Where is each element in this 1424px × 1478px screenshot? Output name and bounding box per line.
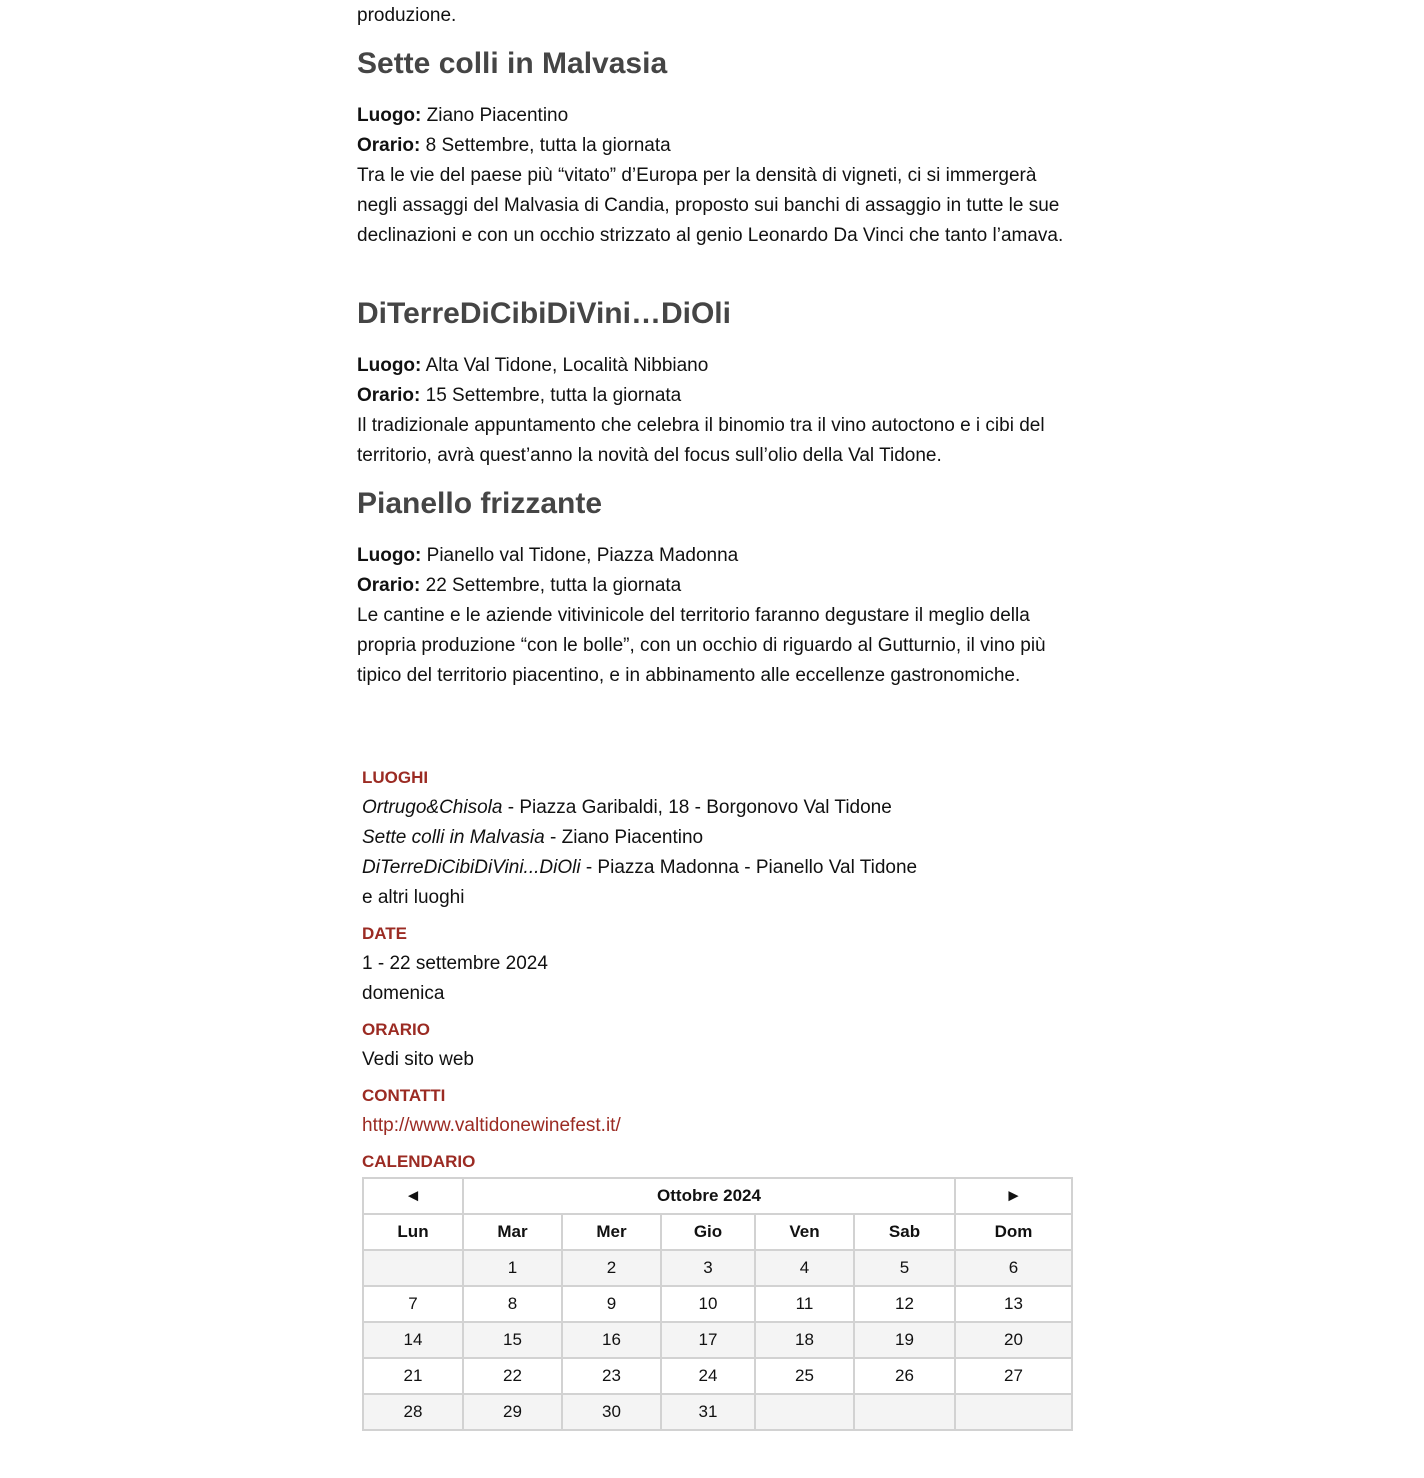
calendar-day[interactable]: 24 [661,1358,755,1394]
calendar-day[interactable]: 6 [955,1250,1072,1286]
calendar-day[interactable]: 4 [755,1250,854,1286]
weekday-header: Mar [463,1214,562,1250]
orario-value: Vedi sito web [362,1049,474,1070]
calendar-day [955,1394,1072,1430]
calendar-month-title: Ottobre 2024 [463,1178,955,1214]
event-description: Le cantine e le aziende vitivinicole del territorio faranno degustare il meglio della propria produzione “con le bolle”, con un occhio di riguardo al Gutturnio, il vino più tipico del territorio piacentino, e in abbinamento alle eccellenze gastronomiche. [357,605,1046,686]
event-luogo: Luogo: Alta Val Tidone, Località Nibbiano [357,355,709,376]
calendar-day[interactable]: 29 [463,1394,562,1430]
calendar-day[interactable]: 7 [363,1286,463,1322]
luogo-item: DiTerreDiCibiDiVini...DiOli - Piazza Madonna - Pianello Val Tidone [362,857,918,878]
calendar-day[interactable]: 15 [463,1322,562,1358]
website-link[interactable]: http://www.valtidonewinefest.it/ [362,1115,621,1136]
calendar-day [755,1394,854,1430]
event-title: DiTerreDiCibiDiVini…DiOli [357,297,731,330]
calendar-day[interactable]: 2 [562,1250,661,1286]
calendar-day[interactable]: 3 [661,1250,755,1286]
calendar-day[interactable]: 18 [755,1322,854,1358]
intro-tail: produzione. [357,5,457,26]
event-luogo: Luogo: Ziano Piacentino [357,105,569,126]
calendar-day [854,1394,955,1430]
luogo-item: Sette colli in Malvasia - Ziano Piacentino [362,827,704,848]
date-range: 1 - 22 settembre 2024 [362,953,548,974]
event-description: Tra le vie del paese più “vitato” d’Europa per la densità di vigneti, ci si immergerà negli assaggi del Malvasia di Candia, proposto sui banchi di assaggio in tutte le sue declinazioni e con un occhio strizzato al genio Leonardo Da Vinci che tanto l’amava. [357,165,1064,246]
calendar-week [363,1394,1072,1430]
calendar-day[interactable]: 9 [562,1286,661,1322]
calendar-week [363,1250,1072,1286]
orario-label: ORARIO [362,1020,430,1039]
date-day: domenica [362,983,445,1004]
weekday-header: Lun [363,1214,463,1250]
event-luogo: Luogo: Pianello val Tidone, Piazza Madonna [357,545,739,566]
luoghi-extra: e altri luoghi [362,887,465,908]
calendar-day[interactable]: 22 [463,1358,562,1394]
calendar-week [363,1322,1072,1358]
calendar-day[interactable]: 1 [463,1250,562,1286]
event-orario: Orario: 15 Settembre, tutta la giornata [357,385,682,406]
calendar-prev-button[interactable]: ◄ [363,1178,463,1214]
calendar [362,1177,1073,1431]
calendar-day[interactable]: 30 [562,1394,661,1430]
calendar-day[interactable]: 8 [463,1286,562,1322]
contatti-value [362,1111,621,1141]
calendar-day[interactable]: 21 [363,1358,463,1394]
calendar-day[interactable]: 25 [755,1358,854,1394]
calendar-day[interactable]: 13 [955,1286,1072,1322]
event-orario: Orario: 8 Settembre, tutta la giornata [357,135,671,156]
calendar-day[interactable]: 17 [661,1322,755,1358]
calendar-day[interactable]: 28 [363,1394,463,1430]
weekday-header: Sab [854,1214,955,1250]
event-description: Il tradizionale appuntamento che celebra il binomio tra il vino autoctono e i cibi del territorio, avrà quest’anno la novità del focus sull’olio della Val Tidone. [357,415,1045,466]
calendar-day[interactable]: 16 [562,1322,661,1358]
calendar-day[interactable]: 27 [955,1358,1072,1394]
calendar-week [363,1358,1072,1394]
event-title: Pianello frizzante [357,487,603,520]
weekday-header: Gio [661,1214,755,1250]
calendar-day[interactable]: 5 [854,1250,955,1286]
calendar-day[interactable]: 10 [661,1286,755,1322]
calendar-day[interactable]: 31 [661,1394,755,1430]
event-orario: Orario: 22 Settembre, tutta la giornata [357,575,682,596]
calendar-day[interactable]: 23 [562,1358,661,1394]
weekday-header: Ven [755,1214,854,1250]
calendario-label: CALENDARIO [362,1152,476,1171]
calendar-day[interactable]: 12 [854,1286,955,1322]
date-label: DATE [362,924,408,943]
calendar-next-button[interactable]: ► [955,1178,1072,1214]
weekday-header: Dom [955,1214,1072,1250]
calendar-day[interactable]: 19 [854,1322,955,1358]
calendar-day[interactable]: 11 [755,1286,854,1322]
calendar-day [363,1250,463,1286]
calendar-week [363,1286,1072,1322]
event-title: Sette colli in Malvasia [357,47,668,80]
calendar-day[interactable]: 14 [363,1322,463,1358]
luoghi-label: LUOGHI [362,768,429,787]
luogo-item: Ortrugo&Chisola - Piazza Garibaldi, 18 - Borgonovo Val Tidone [362,797,892,818]
contatti-label: CONTATTI [362,1086,446,1105]
calendar-day[interactable]: 26 [854,1358,955,1394]
calendar-day[interactable]: 20 [955,1322,1072,1358]
weekday-header: Mer [562,1214,661,1250]
